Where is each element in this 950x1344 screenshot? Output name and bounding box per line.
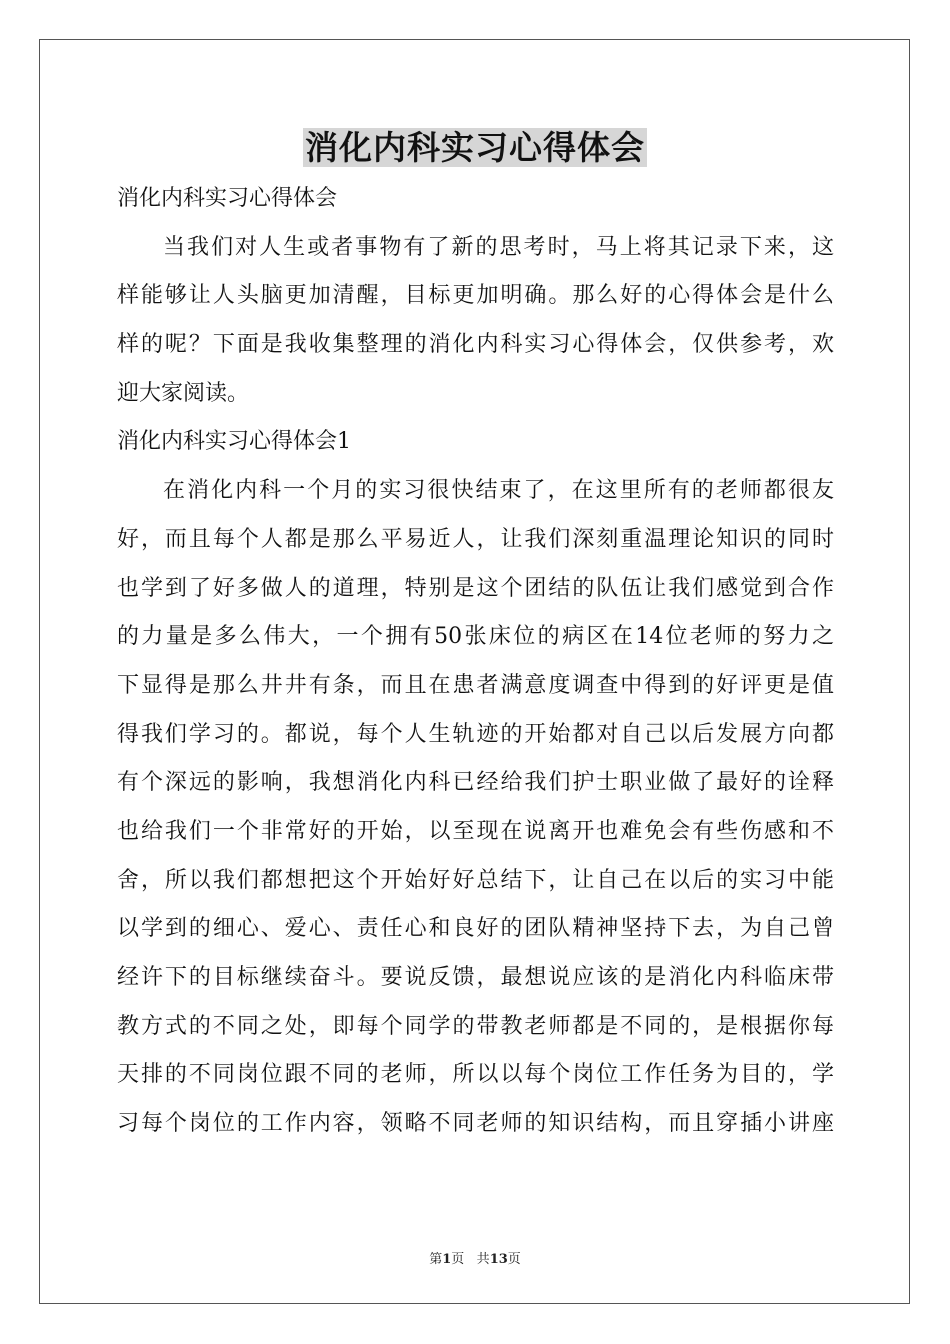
paragraph-line: 经许下的目标继续奋斗。要说反馈，最想说应该的是消化内科临床带 [117,965,834,990]
intro-line: 样能够让人头脑更加清醒，目标更加明确。那么好的心得体会是什么 [117,283,834,309]
paragraph-line: 的力量是多么伟大，一个拥有50张床位的病区在14位老师的努力之 [117,624,834,650]
footer-page-number: 1 [442,1252,452,1267]
intro-line: 当我们对人生或者事物有了新的思考时，马上将其记录下来，这 [163,234,834,260]
paragraph-line: 教方式的不同之处，即每个同学的带教老师都是不同的，是根据你每 [117,1013,834,1039]
footer-prefix: 第 [429,1252,443,1267]
paragraph-line: 舍，所以我们都想把这个开始好好总结下，让自己在以后的实习中能 [117,867,834,893]
document-title [0,126,950,170]
paragraph-line: 得我们学习的。都说，每个人生轨迹的开始都对自己以后发展方向都 [117,721,834,747]
page-footer [0,1248,950,1267]
section-heading: 消化内科实习心得体会1 [117,429,351,455]
paragraph-line: 在消化内科一个月的实习很快结束了，在这里所有的老师都很友 [163,478,834,504]
document-title-text: 消化内科实习心得体会 [305,128,645,167]
intro-line: 迎大家阅读。 [117,380,250,406]
paragraph-line: 下显得是那么井井有条，而且在患者满意度调查中得到的好评更是值 [117,672,834,698]
intro-line: 样的呢？下面是我收集整理的消化内科实习心得体会，仅供参考，欢 [117,332,834,358]
footer-total-suffix: 页 [507,1252,521,1267]
paragraph-line: 好，而且每个人都是那么平易近人，让我们深刻重温理论知识的同时 [117,526,834,552]
paragraph-line: 以学到的细心、爱心、责任心和良好的团队精神坚持下去，为自己曾 [117,916,834,942]
paragraph-line: 有个深远的影响，我想消化内科已经给我们护士职业做了最好的诠释 [117,770,834,796]
paragraph-line: 习每个岗位的工作内容，领略不同老师的知识结构，而且穿插小讲座 [117,1111,834,1137]
paragraph-line: 也学到了好多做人的道理，特别是这个团结的队伍让我们感觉到合作 [117,575,834,601]
footer-total-prefix: 共 [476,1252,490,1267]
paragraph-line: 也给我们一个非常好的开始，以至现在说离开也难免会有些伤感和不 [117,818,834,844]
subtitle: 消化内科实习心得体会 [117,186,338,211]
paragraph-line: 天排的不同岗位跟不同的老师，所以以每个岗位工作任务为目的，学 [117,1062,834,1088]
footer-total-pages: 13 [489,1252,508,1267]
document-body [117,175,834,1149]
footer-page-suffix: 页 [451,1252,465,1267]
